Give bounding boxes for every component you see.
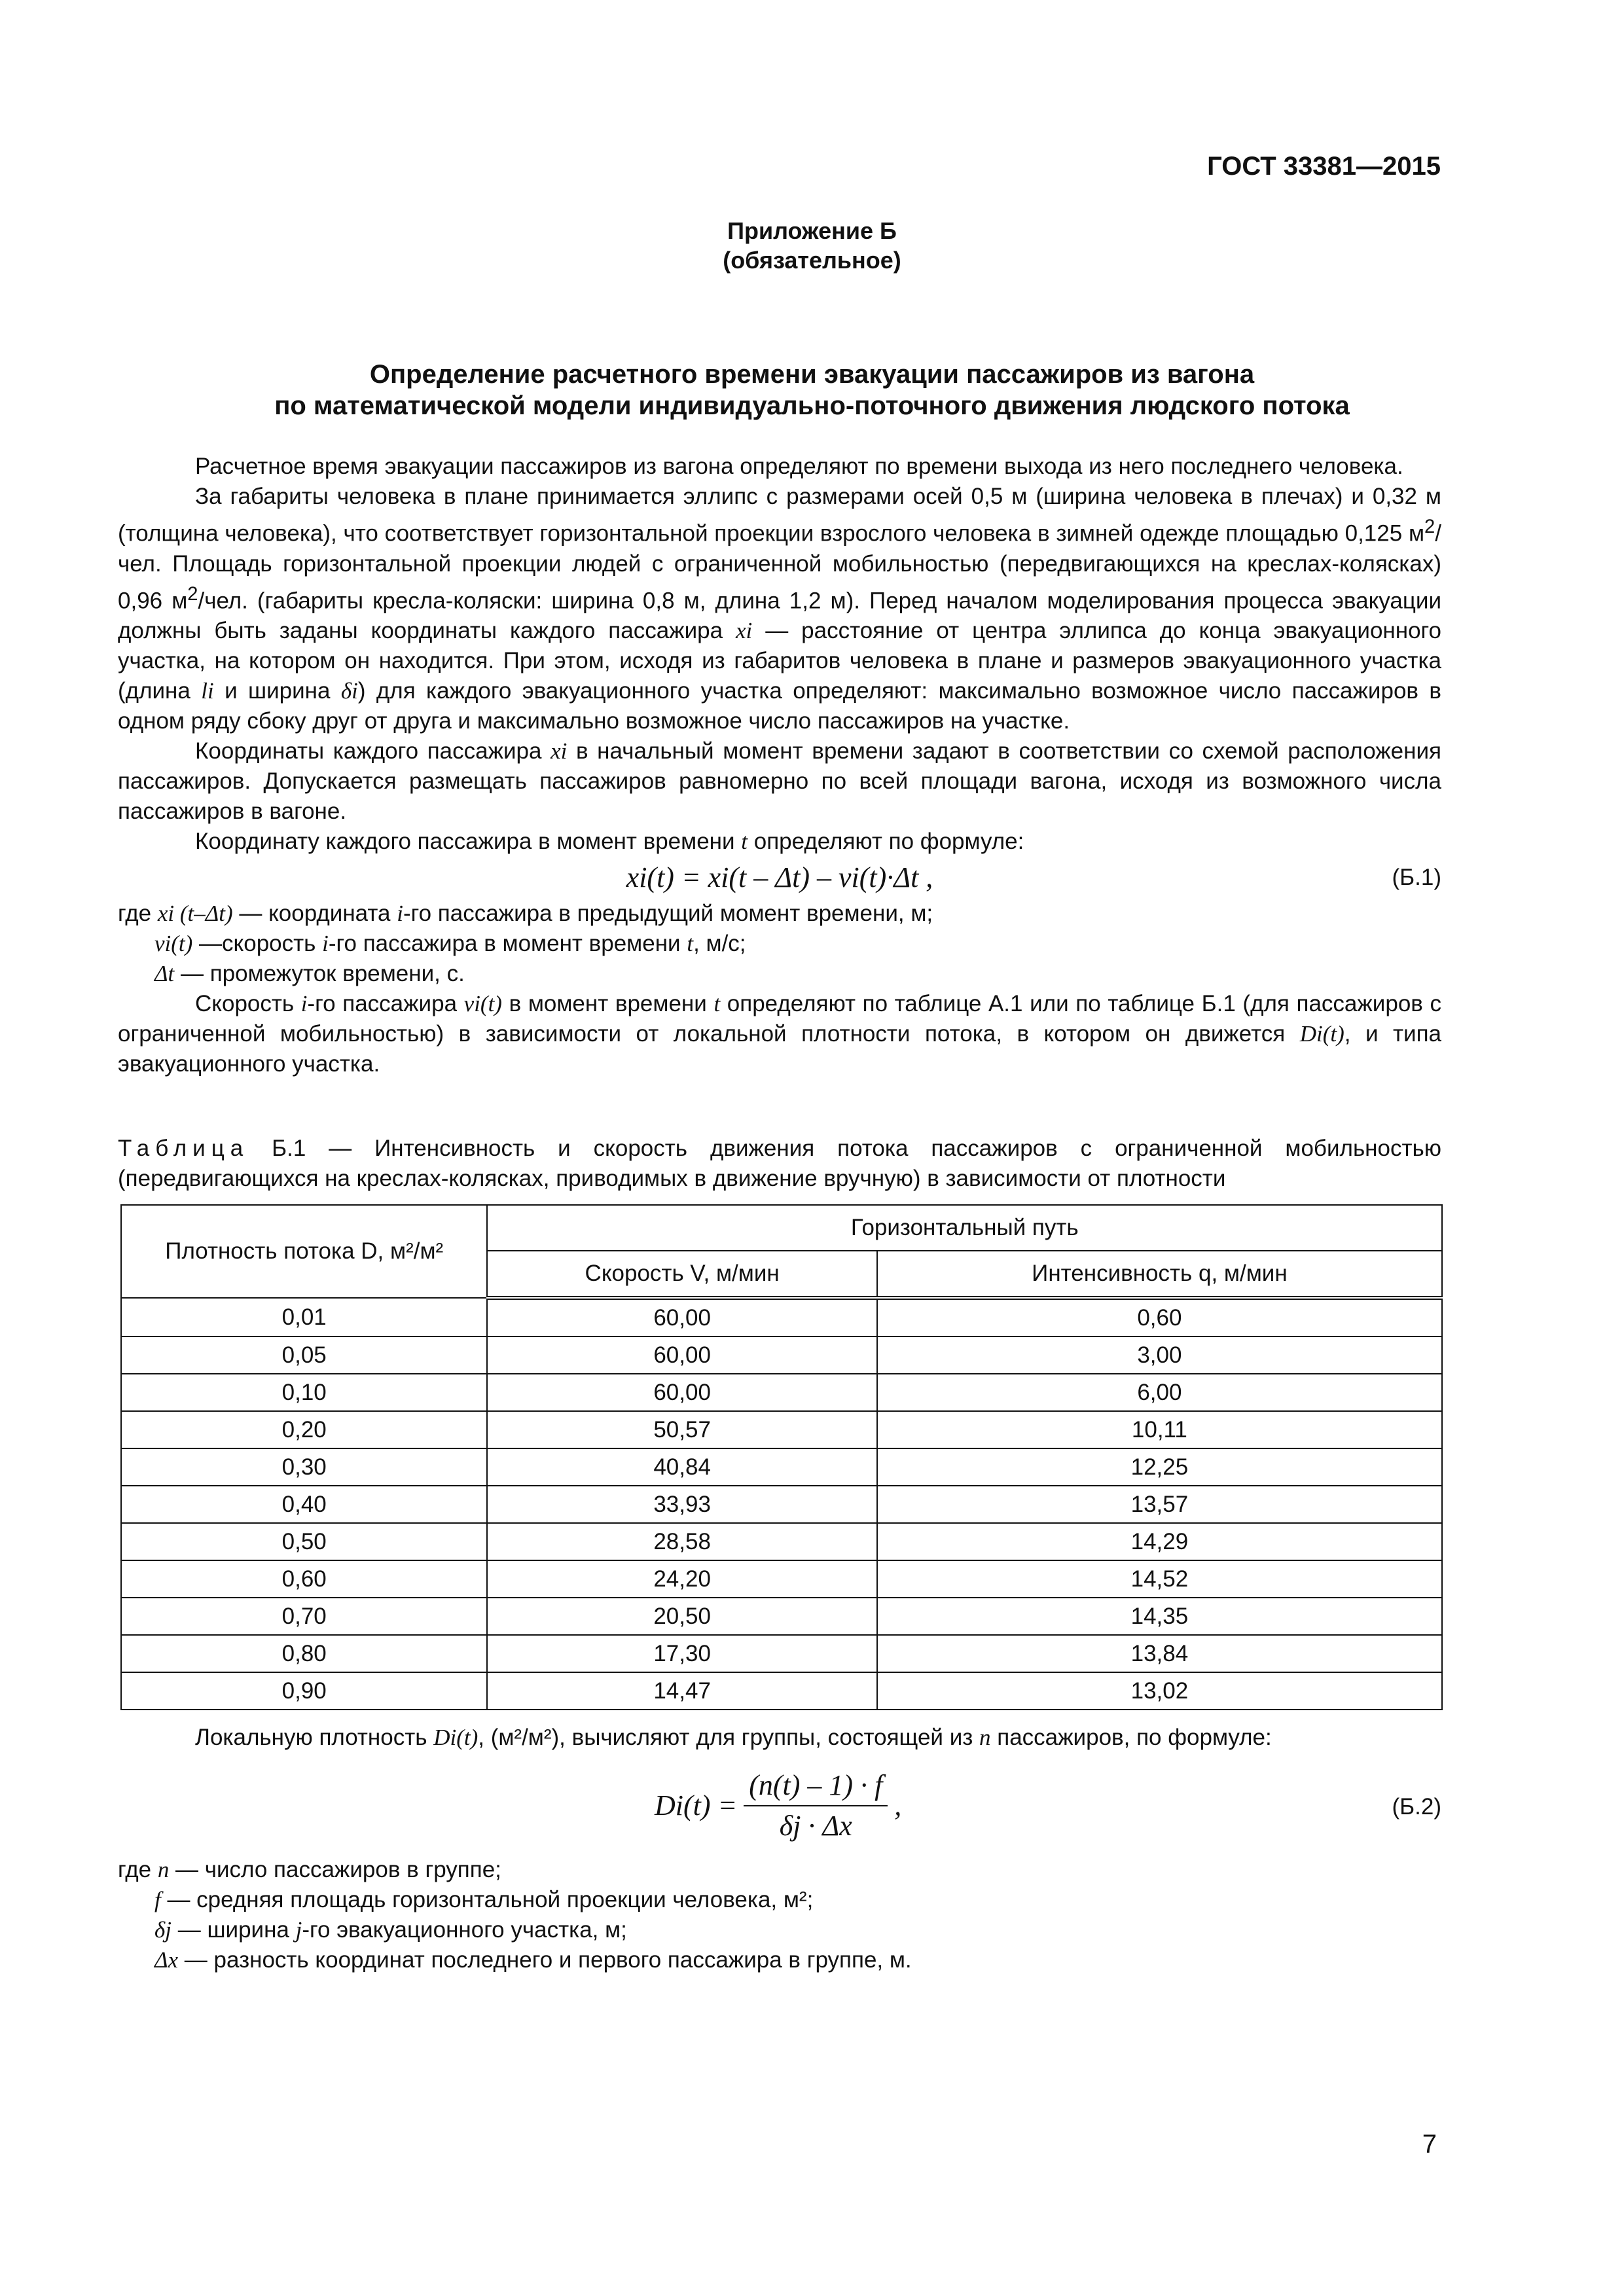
p4-text-1: Координату каждого пассажира в момент времени xyxy=(195,829,742,855)
body-text xyxy=(118,452,1441,1079)
legend3-text-b: — промежуток времени, с. xyxy=(174,961,465,987)
table-body xyxy=(121,1298,1442,1710)
legend1-text-b: — координата xyxy=(232,901,397,927)
table-row xyxy=(121,1523,1442,1560)
speed-cell: 28,58 xyxy=(487,1523,876,1560)
density-cell: 0,05 xyxy=(121,1336,487,1374)
paragraph-6 xyxy=(118,1723,1441,1753)
legend2-line-2 xyxy=(118,1885,1441,1915)
density-cell: 0,60 xyxy=(121,1560,487,1598)
p5-var-di: Di(t) xyxy=(1299,1021,1344,1047)
legend2-text-d: , м/с; xyxy=(693,931,746,957)
p5-var-i: i xyxy=(300,991,308,1017)
legend1-text-c: -го пассажира в предыдущий момент времени, м; xyxy=(403,901,933,927)
p5-var-vi: vi(t) xyxy=(463,991,502,1017)
p6-var-di: Di(t) xyxy=(433,1725,478,1750)
density-cell: 0,30 xyxy=(121,1448,487,1486)
legend-line-1 xyxy=(118,899,1441,929)
formula-b1-legend xyxy=(118,899,1441,989)
p6-text-3: пассажиров, по формуле: xyxy=(990,1725,1272,1750)
p2-var-xi: xi xyxy=(736,618,753,644)
body-text-after-table xyxy=(118,1723,1441,1975)
intensity-cell: 6,00 xyxy=(877,1374,1442,1411)
group-header-horizontal: Горизонтальный путь xyxy=(487,1205,1442,1251)
p5-text-2: -го пассажира xyxy=(307,991,464,1017)
w2l1-var: n xyxy=(157,1857,170,1882)
paragraph-4 xyxy=(118,827,1441,857)
legend2-line-3 xyxy=(118,1915,1441,1945)
w2l4-var: Δx xyxy=(154,1947,179,1973)
p2-text-6: ) для каждого эвакуационного участка определяют: максимально возможное число пассажиров в одном ряду сбоку друг от друга и максимально возможное число пассажиров на участке. xyxy=(118,678,1441,734)
density-cell: 0,10 xyxy=(121,1374,487,1411)
page-number: 7 xyxy=(1422,2130,1437,2159)
table-row xyxy=(121,1672,1442,1710)
col-density-header: Плотность потока D, м²/м² xyxy=(121,1205,487,1298)
formula-b2 xyxy=(118,1757,1441,1855)
p2-var-li: li xyxy=(201,678,214,704)
paragraph-3 xyxy=(118,736,1441,827)
p2-var-di: δi xyxy=(340,678,358,704)
legend2-var-i: i xyxy=(322,931,329,957)
table-caption-text: Б.1 — Интенсивность и скорость движения потока пассажиров с ограниченной мобильностью (передвигающихся на креслах-колясках, приводимых в движение вручную) в зависимости от плотности xyxy=(118,1136,1441,1191)
p5-text-3: в момент времени xyxy=(501,991,714,1017)
p5-var-t: t xyxy=(713,991,721,1017)
section-title xyxy=(0,359,1624,422)
legend2-line-4 xyxy=(118,1945,1441,1975)
p2-text-5: и ширина xyxy=(213,678,341,704)
standard-header: ГОСТ 33381—2015 xyxy=(1207,152,1441,181)
p3-text-2: в начальный момент времени задают в соответствии со схемой расположения пассажиров. Допускается размещать пассажиров равномерно по всей площади вагона, исходя из возможного числа пассажиров в вагоне. xyxy=(118,738,1441,825)
table-row xyxy=(121,1635,1442,1672)
legend3-var: Δt xyxy=(154,961,175,987)
legend2-line-1 xyxy=(118,1855,1441,1885)
paragraph-5 xyxy=(118,989,1441,1079)
intensity-cell: 12,25 xyxy=(877,1448,1442,1486)
formula-b2-comma: , xyxy=(894,1789,902,1821)
intensity-cell: 10,11 xyxy=(877,1411,1442,1448)
formula-b2-legend xyxy=(118,1855,1441,1975)
legend-line-3 xyxy=(118,959,1441,989)
w2l4-text-b: — разность координат последнего и первого пассажира в группе, м. xyxy=(178,1947,912,1973)
p2-text-2: /чел. Площадь горизонтальной проекции людей с ограниченной мобильностью (передвигающихся на креслах-колясках) 0,96 м xyxy=(118,520,1441,614)
legend1-text-a: где xyxy=(118,901,158,927)
w2l1-text-b: — число пассажиров в группе; xyxy=(169,1857,501,1882)
density-cell: 0,40 xyxy=(121,1486,487,1523)
formula-b1-expression: xi(t) = xi(t – Δt) – vi(t)·Δt , xyxy=(626,861,933,894)
p3-var-xi: xi xyxy=(550,738,568,764)
intensity-cell: 14,29 xyxy=(877,1523,1442,1560)
legend-line-2 xyxy=(118,929,1441,959)
intensity-cell: 13,02 xyxy=(877,1672,1442,1710)
speed-cell: 17,30 xyxy=(487,1635,876,1672)
speed-cell: 60,00 xyxy=(487,1374,876,1411)
w2l3-var: δj xyxy=(154,1917,171,1943)
formula-b2-lhs: Di(t) = xyxy=(655,1789,738,1821)
p4-var-t: t xyxy=(741,829,748,855)
table-row xyxy=(121,1411,1442,1448)
formula-b2-expression xyxy=(655,1757,901,1855)
table-caption-label: Таблица xyxy=(118,1136,249,1161)
p2-sup-2: 2 xyxy=(187,583,198,605)
density-cell: 0,80 xyxy=(121,1635,487,1672)
formula-b1 xyxy=(118,857,1441,899)
formula-b2-denominator: δj · Δx xyxy=(779,1810,852,1842)
p5-text-1: Скорость xyxy=(195,991,301,1017)
col-speed-header: Скорость V, м/мин xyxy=(487,1251,876,1298)
speed-cell: 40,84 xyxy=(487,1448,876,1486)
w2l3-var-j: j xyxy=(295,1917,302,1943)
density-cell: 0,20 xyxy=(121,1411,487,1448)
speed-cell: 14,47 xyxy=(487,1672,876,1710)
w2l1-text-a: где xyxy=(118,1857,158,1882)
intensity-cell: 13,57 xyxy=(877,1486,1442,1523)
legend2-text-b: —скорость xyxy=(192,931,323,957)
speed-cell: 60,00 xyxy=(487,1298,876,1336)
intensity-cell: 3,00 xyxy=(877,1336,1442,1374)
p4-text-2: определяют по формуле: xyxy=(748,829,1024,855)
appendix-label: Приложение Б xyxy=(727,217,897,244)
table-caption xyxy=(118,1134,1441,1194)
intensity-cell: 0,60 xyxy=(877,1298,1442,1336)
section-title-line-1: Определение расчетного времени эвакуации пассажиров из вагона xyxy=(369,360,1255,389)
appendix-status: (обязательное) xyxy=(723,247,901,274)
w2l2-var: f xyxy=(154,1887,161,1912)
table-row xyxy=(121,1336,1442,1374)
legend2-var-t: t xyxy=(687,931,694,957)
p2-text-4: — расстояние от центра эллипса до конца эвакуационного участка, на котором он находится. При этом, исходя из габаритов человека в плане и размеров эвакуационного участка (длина xyxy=(118,618,1441,704)
p6-text-1: Локальную плотность xyxy=(195,1725,434,1750)
w2l3-text-b: — ширина xyxy=(171,1917,296,1943)
w2l2-text-b: — средняя площадь горизонтальной проекции человека, м²; xyxy=(160,1887,814,1912)
p3-text-1: Координаты каждого пассажира xyxy=(195,738,551,764)
formula-b2-number: (Б.2) xyxy=(1392,1794,1441,1820)
p2-sup-1: 2 xyxy=(1424,516,1435,537)
legend1-var: xi (t–Δt) xyxy=(157,901,233,927)
p2-text-1: За габариты человека в плане принимается эллипс с размерами осей 0,5 м (ширина человека в плечах) и 0,32 м (толщина человека), что соответствует горизонтальной проекции взрослого человека в зимней одежде площадью 0,125 м xyxy=(118,484,1441,547)
speed-cell: 33,93 xyxy=(487,1486,876,1523)
col-intensity-header: Интенсивность q, м/мин xyxy=(877,1251,1442,1298)
table-row xyxy=(121,1486,1442,1523)
intensity-cell: 13,84 xyxy=(877,1635,1442,1672)
paragraph-1: Расчетное время эвакуации пассажиров из вагона определяют по времени выхода из него последнего человека. xyxy=(195,454,1403,479)
table-b1 xyxy=(120,1204,1443,1710)
formula-b2-numerator: (n(t) – 1) · f xyxy=(744,1766,888,1806)
section-title-line-2: по математической модели индивидуально-поточного движения людского потока xyxy=(274,391,1350,420)
p5-text-4: определяют по таблице А.1 или по таблице Б.1 (для пассажиров с ограниченной мобильностью) в зависимости от локальной плотности потока, в котором он движется xyxy=(118,991,1442,1047)
intensity-cell: 14,52 xyxy=(877,1560,1442,1598)
formula-b1-number: (Б.1) xyxy=(1392,865,1441,891)
legend2-var: vi(t) xyxy=(154,931,193,957)
p2-text-3: /чел. (габариты кресла-коляски: ширина 0,8 м, длина 1,2 м). Перед началом моделирования процесса эвакуации должны быть заданы координаты каждого пассажира xyxy=(118,588,1441,644)
p6-var-n: n xyxy=(979,1725,991,1750)
table-row xyxy=(121,1448,1442,1486)
formula-b2-fraction xyxy=(744,1766,888,1846)
density-cell: 0,90 xyxy=(121,1672,487,1710)
legend2-text-c: -го пассажира в момент времени xyxy=(328,931,687,957)
paragraph-2 xyxy=(118,482,1441,736)
intensity-cell: 14,35 xyxy=(877,1598,1442,1635)
p6-text-2: , (м²/м²), вычисляют для группы, состоящей из xyxy=(478,1725,980,1750)
legend1-var-i: i xyxy=(397,901,403,927)
density-cell: 0,01 xyxy=(121,1298,487,1336)
speed-cell: 20,50 xyxy=(487,1598,876,1635)
speed-cell: 24,20 xyxy=(487,1560,876,1598)
table-row xyxy=(121,1374,1442,1411)
table-row xyxy=(121,1298,1442,1336)
density-cell: 0,70 xyxy=(121,1598,487,1635)
density-cell: 0,50 xyxy=(121,1523,487,1560)
speed-cell: 50,57 xyxy=(487,1411,876,1448)
speed-cell: 60,00 xyxy=(487,1336,876,1374)
p5-text-5: , и типа эвакуационного участка. xyxy=(118,1021,1441,1077)
w2l3-text-c: -го эвакуационного участка, м; xyxy=(302,1917,627,1943)
table-row xyxy=(121,1560,1442,1598)
appendix-heading xyxy=(0,216,1624,275)
table-row xyxy=(121,1598,1442,1635)
